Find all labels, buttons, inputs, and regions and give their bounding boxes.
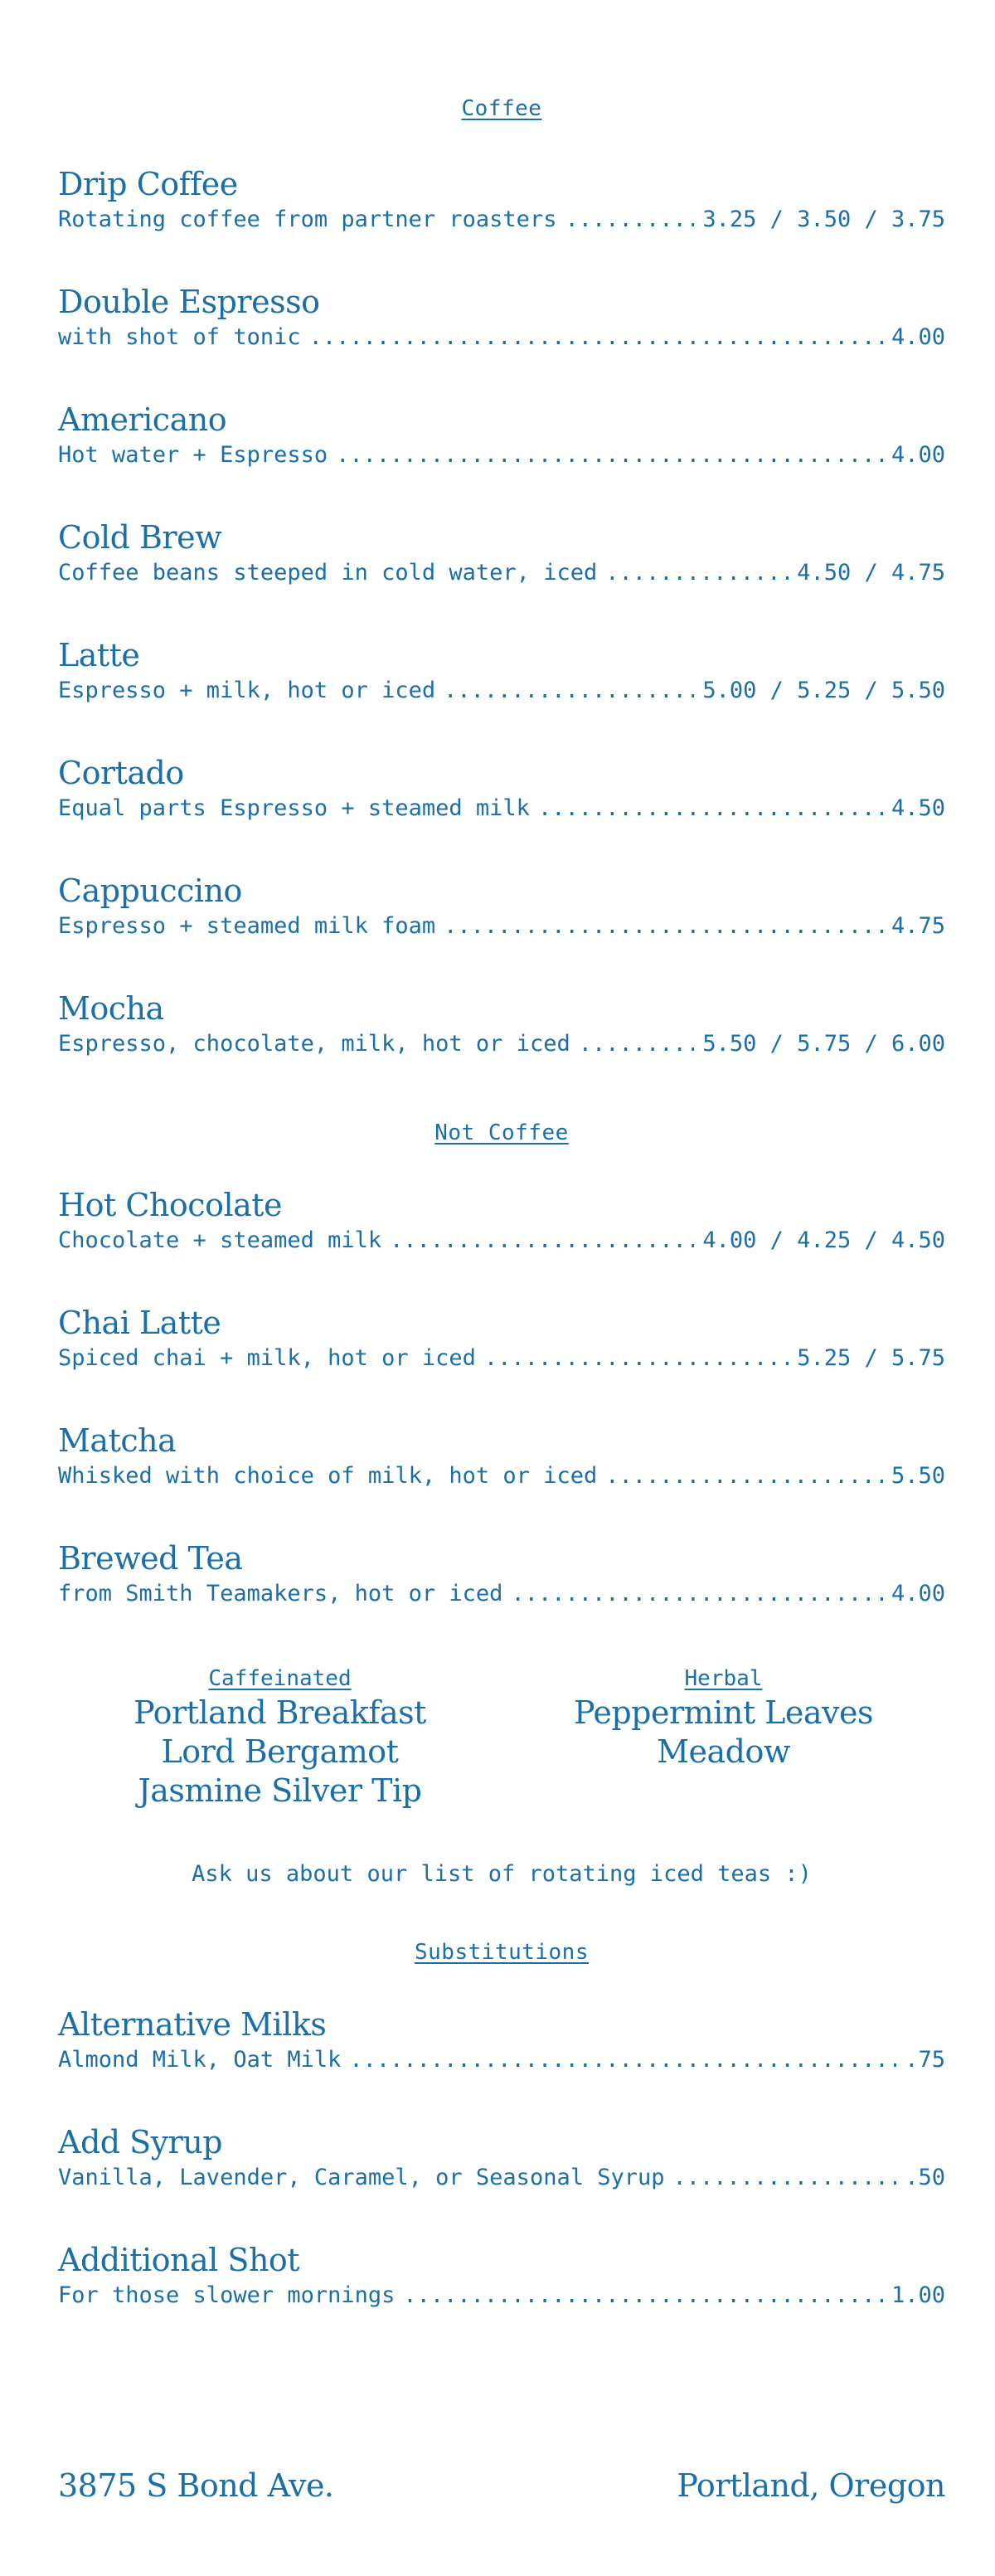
- item-description: Spiced chai + milk, hot or iced: [58, 1345, 476, 1371]
- tea-column-herbal: [502, 1664, 945, 1810]
- item-price: 4.00: [891, 324, 945, 350]
- menu-item: [58, 2240, 945, 2311]
- item-description: Coffee beans steeped in cold water, iced: [58, 560, 598, 586]
- tea-column-title: Caffeinated: [208, 1666, 352, 1691]
- item-name: Add Syrup: [58, 2124, 223, 2160]
- item-price: 1.00: [891, 2282, 945, 2308]
- item-description: Rotating coffee from partner roasters: [58, 207, 557, 232]
- item-name: Additional Shot: [58, 2242, 300, 2278]
- tea-name: Portland Breakfast: [133, 1694, 426, 1731]
- item-description: Equal parts Espresso + steamed milk: [58, 795, 530, 821]
- item-price: 5.00 / 5.25 / 5.50: [702, 678, 945, 703]
- dot-leader: [673, 2162, 897, 2194]
- menu-item: [58, 1421, 945, 1492]
- item-price: 5.50 / 5.75 / 6.00: [702, 1031, 945, 1057]
- dot-leader: [605, 1461, 883, 1492]
- item-price: 3.25 / 3.50 / 3.75: [702, 207, 945, 232]
- dot-leader: [579, 1028, 695, 1060]
- item-name: Hot Chocolate: [58, 1187, 283, 1223]
- item-name: Chai Latte: [58, 1305, 221, 1341]
- item-price: 4.00 / 4.25 / 4.50: [702, 1227, 945, 1253]
- dot-leader: [511, 1578, 883, 1610]
- tea-list: [58, 1664, 945, 1810]
- dot-leader: [444, 675, 694, 707]
- item-name: Double Espresso: [58, 284, 320, 320]
- section-title-not-coffee: Not Coffee: [434, 1120, 569, 1145]
- section-title-substitutions: Substitutions: [415, 1940, 589, 1965]
- item-price: 5.50: [891, 1463, 945, 1489]
- tea-name: Meadow: [657, 1733, 790, 1770]
- item-price: 4.00: [891, 1581, 945, 1606]
- item-price: 4.00: [891, 442, 945, 468]
- item-name: Alternative Milks: [58, 2006, 327, 2043]
- footer-address: 3875 S Bond Ave.: [58, 2467, 334, 2504]
- menu-item: [58, 2005, 945, 2076]
- tea-column-caffeinated: [58, 1664, 502, 1810]
- item-description: Whisked with choice of milk, hot or iced: [58, 1463, 598, 1489]
- item-price: .50: [905, 2165, 945, 2190]
- item-description: Espresso + milk, hot or iced: [58, 678, 436, 703]
- item-name: Brewed Tea: [58, 1540, 243, 1577]
- tea-column-title: Herbal: [684, 1666, 763, 1691]
- dot-leader: [349, 2044, 896, 2076]
- dot-leader: [605, 557, 789, 589]
- item-description: Espresso + steamed milk foam: [58, 913, 436, 939]
- item-price: 4.50: [891, 795, 945, 821]
- dot-leader: [336, 440, 883, 471]
- dot-leader: [403, 2280, 883, 2311]
- item-name: Cold Brew: [58, 519, 222, 556]
- menu-item: [58, 635, 945, 707]
- item-description: Almond Milk, Oat Milk: [58, 2047, 342, 2073]
- item-description: Vanilla, Lavender, Caramel, or Seasonal Syrup: [58, 2165, 665, 2190]
- tea-name: Jasmine Silver Tip: [138, 1772, 422, 1809]
- dot-leader: [484, 1343, 789, 1374]
- item-description: For those slower mornings: [58, 2282, 396, 2308]
- item-name: Matcha: [58, 1422, 177, 1459]
- item-name: Americano: [58, 401, 227, 438]
- item-description: with shot of tonic: [58, 324, 301, 350]
- menu-item: [58, 282, 945, 353]
- item-name: Latte: [58, 637, 140, 673]
- menu-item: [58, 1303, 945, 1374]
- dot-leader: [309, 322, 883, 353]
- item-price: .75: [905, 2047, 945, 2073]
- item-description: Espresso, chocolate, milk, hot or iced: [58, 1031, 570, 1057]
- item-price: 4.75: [891, 913, 945, 939]
- menu-item: [58, 518, 945, 589]
- menu-item: [58, 753, 945, 824]
- menu-item: [58, 989, 945, 1060]
- item-description: Hot water + Espresso: [58, 442, 328, 468]
- item-price: 4.50 / 4.75: [797, 560, 945, 586]
- menu-item: [58, 164, 945, 236]
- dot-leader: [538, 793, 883, 824]
- dot-leader: [390, 1225, 694, 1256]
- menu-item: [58, 400, 945, 471]
- item-description: Chocolate + steamed milk: [58, 1227, 382, 1253]
- menu-item: [58, 1185, 945, 1256]
- dot-leader: [565, 204, 694, 236]
- item-description: from Smith Teamakers, hot or iced: [58, 1581, 503, 1606]
- item-name: Cortado: [58, 755, 184, 791]
- iced-tea-note: Ask us about our list of rotating iced teas :): [192, 1861, 812, 1887]
- item-name: Mocha: [58, 990, 164, 1027]
- item-price: 5.25 / 5.75: [797, 1345, 945, 1371]
- tea-name: Peppermint Leaves: [574, 1694, 873, 1731]
- footer: [58, 2467, 945, 2504]
- menu-item: [58, 871, 945, 942]
- footer-city: Portland, Oregon: [677, 2467, 945, 2504]
- menu-item: [58, 2122, 945, 2194]
- tea-name: Lord Bergamot: [161, 1733, 399, 1770]
- menu-item: [58, 1538, 945, 1610]
- item-name: Drip Coffee: [58, 166, 238, 202]
- item-name: Cappuccino: [58, 872, 242, 909]
- dot-leader: [444, 911, 883, 942]
- section-title-coffee: Coffee: [461, 96, 542, 121]
